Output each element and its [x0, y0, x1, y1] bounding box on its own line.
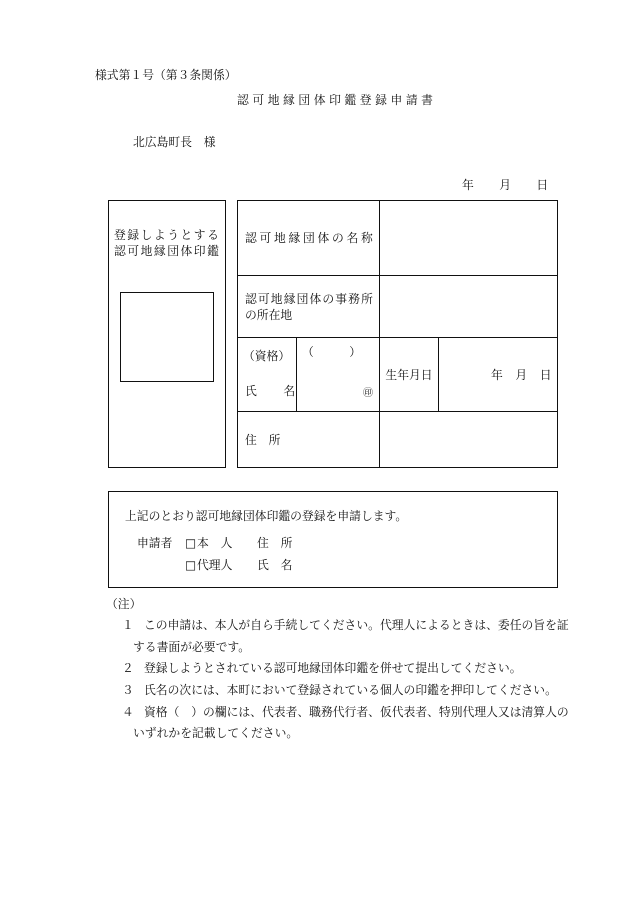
- declaration-box: [108, 491, 558, 588]
- note-number: ２: [122, 661, 134, 675]
- seal-impression-box: [108, 200, 226, 468]
- representative-address-label: 住 所: [245, 432, 281, 447]
- option-self-label: 本 人: [197, 536, 233, 550]
- cell-representative-label: [237, 337, 297, 412]
- cell-representative-address-value: [379, 411, 558, 468]
- note-text-line: する書面が必要です。: [133, 640, 251, 654]
- addressee: 北広島町長 様: [133, 135, 216, 149]
- notes-heading: （注）: [106, 597, 142, 611]
- seal-box-label-line-2: 認可地縁団体印鑑: [114, 244, 221, 258]
- note-text-line: この申請は、本人が自ら手続してください。代理人によるときは、委任の旨を証: [144, 618, 569, 632]
- office-address-label-line-1: 認可地縁団体の事務所: [245, 291, 374, 306]
- note-number: １: [122, 618, 134, 632]
- birthdate-label: 生年月日: [385, 367, 433, 382]
- representative-name-label: 氏 名: [245, 384, 297, 398]
- qualification-parentheses: （ ）: [302, 345, 361, 359]
- applicant-address-label: 住 所: [257, 536, 293, 550]
- cell-association-name-label: [237, 200, 380, 276]
- application-date: 年 月 日: [462, 178, 549, 192]
- note-item-1: [106, 619, 586, 653]
- note-text-line: 登録しようとされている認可地縁団体印鑑を併せて提出してください。: [144, 661, 522, 675]
- form-title: 認可地縁団体印鑑登録申請書: [237, 93, 437, 107]
- application-table: [237, 200, 558, 468]
- checkbox-self: □: [185, 536, 197, 550]
- option-agent-label: 代理人: [197, 558, 233, 572]
- form-number: 様式第１号（第３条関係）: [95, 68, 237, 82]
- cell-representative-address-label: [237, 411, 380, 468]
- applicant-label: 申請者: [137, 536, 173, 550]
- seal-mark-icon: ㊞: [363, 388, 373, 399]
- note-number: ３: [122, 683, 134, 697]
- note-number: ４: [122, 705, 134, 719]
- note-item-4: [106, 706, 586, 740]
- cell-representative-value: [296, 337, 380, 412]
- seal-box-label-line-1: 登録しようとする: [114, 228, 221, 242]
- office-address-label-line-2: の所在地: [245, 307, 293, 322]
- note-text-line: 資格（ ）の欄には、代表者、職務代行者、仮代表者、特別代理人又は清算人の: [144, 705, 569, 719]
- cell-birthdate-value: [438, 337, 558, 412]
- note-text-line: 氏名の次には、本町において登録されている個人の印鑑を押印してください。: [144, 683, 557, 697]
- cell-birthdate-label: [379, 337, 439, 412]
- cell-office-address-label: [237, 275, 380, 338]
- notes-section: [106, 598, 586, 748]
- cell-association-name-value: [379, 200, 558, 276]
- association-name-label: 認可地縁団体の名称: [245, 231, 376, 245]
- seal-impression-area: [120, 292, 214, 382]
- qualification-label: （資格）: [243, 349, 291, 363]
- declaration-statement: 上記のとおり認可地縁団体印鑑の登録を申請します。: [125, 509, 408, 523]
- note-text-line: いずれかを記載してください。: [133, 726, 299, 740]
- applicant-row-agent: [109, 559, 549, 571]
- applicant-row-self: [109, 537, 549, 549]
- checkbox-agent: □: [185, 558, 197, 572]
- applicant-name-label: 氏 名: [257, 558, 293, 572]
- birthdate-value: 年 月 日: [491, 367, 552, 382]
- cell-office-address-value: [379, 275, 558, 338]
